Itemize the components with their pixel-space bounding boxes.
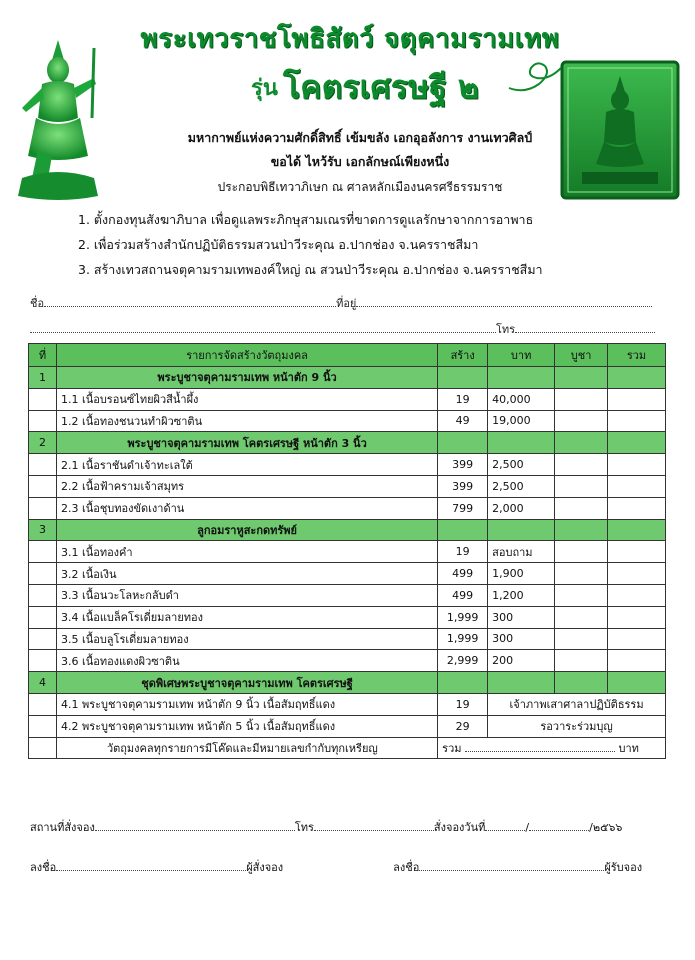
- empty-cell: [438, 519, 488, 541]
- empty-cell: [29, 584, 57, 606]
- address-line-2-field[interactable]: [30, 322, 496, 333]
- item-name: 3.6 เนื้อทองแดงผิวซาติน: [56, 650, 437, 672]
- row-total-field[interactable]: [608, 606, 666, 628]
- row-total-field[interactable]: [608, 584, 666, 606]
- bucha-qty-field[interactable]: [555, 584, 608, 606]
- item-price: 1,200: [488, 584, 555, 606]
- empty-cell: [555, 367, 608, 389]
- name-address-row: [30, 294, 652, 312]
- section-row: [29, 672, 666, 694]
- page-title: พระเทวราชโพธิสัตว์ จตุคามรามเทพ: [140, 24, 560, 54]
- section-title: ชุดพิเศษพระบูชาจตุคามรามเทพ โคตรเศรษฐี: [56, 672, 437, 694]
- bucha-qty-field[interactable]: [555, 454, 608, 476]
- bucha-qty-field[interactable]: [555, 497, 608, 519]
- address-label: ที่อยู่: [336, 297, 357, 310]
- item-name: 3.1 เนื้อทองคำ: [56, 541, 437, 563]
- sign-orderer-label: ลงชื่อ: [30, 861, 57, 874]
- decorative-swirl-icon: [505, 58, 565, 102]
- subtitle-line-1: มหากาพย์แห่งความศักดิ์สิทธิ์ เข้มขลัง เอกอุอลังการ งานเทวศิลป์: [187, 130, 533, 145]
- table-row: [29, 410, 666, 432]
- empty-cell: [438, 432, 488, 454]
- section-number: 4: [29, 672, 57, 694]
- empty-cell: [29, 693, 57, 715]
- table-footer-row: [29, 737, 666, 759]
- section-number: 3: [29, 519, 57, 541]
- item-price: 1,900: [488, 563, 555, 585]
- item-name: 3.5 เนื้อบลูโรเดี่ยมลายทอง: [56, 628, 437, 650]
- item-quantity: 19: [438, 693, 488, 715]
- order-place-field[interactable]: [95, 820, 295, 831]
- item-price: 19,000: [488, 410, 555, 432]
- signature-row: [30, 858, 642, 876]
- item-quantity: 19: [438, 541, 488, 563]
- empty-cell: [29, 563, 57, 585]
- table-row: [29, 563, 666, 585]
- orderer-signature-field[interactable]: [56, 860, 246, 871]
- item-price: 2,500: [488, 454, 555, 476]
- empty-cell: [29, 410, 57, 432]
- row-total-field[interactable]: [608, 563, 666, 585]
- purpose-item: 2. เพื่อร่วมสร้างสำนักปฏิบัติธรรมสวนป่าวีระคุณ อ.ปากช่อง จ.นครราชสีมา: [78, 237, 479, 252]
- table-row: [29, 454, 666, 476]
- receiver-label: ผู้รับจอง: [604, 861, 643, 874]
- col-header: ที่: [29, 344, 57, 367]
- item-quantity: 499: [438, 563, 488, 585]
- item-quantity: 19: [438, 388, 488, 410]
- total-cell: [438, 737, 666, 759]
- empty-cell: [29, 650, 57, 672]
- table-row: [29, 715, 666, 737]
- series-prefix: รุ่น: [251, 75, 278, 101]
- section-row: [29, 432, 666, 454]
- phone-row: [30, 320, 655, 338]
- empty-cell: [29, 497, 57, 519]
- item-price: 2,000: [488, 497, 555, 519]
- col-header: รวม: [608, 344, 666, 367]
- bucha-qty-field[interactable]: [555, 388, 608, 410]
- ceremony-text: ประกอบพิธีเทวาภิเษก ณ ศาลหลักเมืองนครศรีธรรมราช: [217, 180, 503, 194]
- bucha-qty-field[interactable]: [555, 410, 608, 432]
- item-quantity: 399: [438, 475, 488, 497]
- baht-label: บาท: [618, 741, 639, 755]
- item-quantity: 799: [438, 497, 488, 519]
- item-quantity: 29: [438, 715, 488, 737]
- item-price: 200: [488, 650, 555, 672]
- row-total-field[interactable]: [608, 541, 666, 563]
- empty-cell: [608, 672, 666, 694]
- item-name: 3.4 เนื้อแบล็คโรเดี่ยมลายทอง: [56, 606, 437, 628]
- col-header: รายการจัดสร้างวัตถุมงคล: [56, 344, 437, 367]
- item-quantity: 49: [438, 410, 488, 432]
- item-quantity: 399: [438, 454, 488, 476]
- deity-statue-image: [8, 38, 108, 207]
- name-field[interactable]: [44, 296, 336, 307]
- series-title: [200, 62, 530, 113]
- total-label: รวม: [442, 741, 462, 755]
- empty-cell: [608, 367, 666, 389]
- table-row: [29, 606, 666, 628]
- empty-cell: [555, 672, 608, 694]
- subtitle-line-2: ขอได้ ไหว้รับ เอกลักษณ์เพียงหนึ่ง: [270, 154, 450, 169]
- empty-cell: [608, 519, 666, 541]
- footer-phone-field[interactable]: [314, 820, 434, 831]
- table-header-row: [29, 344, 666, 367]
- section-title: พระบูชาจตุคามรามเทพ หน้าตัก 9 นิ้ว: [56, 367, 437, 389]
- order-day-field[interactable]: [485, 820, 525, 831]
- col-header: สร้าง: [438, 344, 488, 367]
- name-label: ชื่อ: [30, 297, 45, 310]
- row-total-field[interactable]: [608, 410, 666, 432]
- row-total-field[interactable]: [608, 650, 666, 672]
- order-year: /๒๕๖๖: [589, 821, 623, 834]
- empty-cell: [29, 715, 57, 737]
- item-price: 40,000: [488, 388, 555, 410]
- table-row: [29, 628, 666, 650]
- row-total-field[interactable]: [608, 497, 666, 519]
- section-title: ลูกอมราหูสะกดทรัพย์: [56, 519, 437, 541]
- item-name: 4.2 พระบูชาจตุคามรามเทพ หน้าตัก 5 นิ้ว เนื้อสัมฤทธิ์แดง: [56, 715, 437, 737]
- sign-receiver-label: ลงชื่อ: [393, 861, 420, 874]
- item-price: รอวาระร่วมบุญ: [488, 715, 666, 737]
- order-month-field[interactable]: [529, 820, 589, 831]
- order-table: [28, 343, 666, 759]
- footer-phone-label: โทร: [294, 821, 314, 834]
- empty-cell: [608, 432, 666, 454]
- series-name: โคตรเศรษฐี ๒: [282, 68, 479, 106]
- item-name: 4.1 พระบูชาจตุคามรามเทพ หน้าตัก 9 นิ้ว เนื้อสัมฤทธิ์แดง: [56, 693, 437, 715]
- item-name: 2.1 เนื้อราชันดำเจ้าทะเลใต้: [56, 454, 437, 476]
- empty-cell: [29, 475, 57, 497]
- row-total-field[interactable]: [608, 628, 666, 650]
- empty-cell: [488, 367, 555, 389]
- item-name: 3.2 เนื้อเงิน: [56, 563, 437, 585]
- table-row: [29, 475, 666, 497]
- phone-label: โทร: [496, 323, 516, 336]
- col-header: บาท: [488, 344, 555, 367]
- empty-cell: [555, 432, 608, 454]
- item-quantity: 2,999: [438, 650, 488, 672]
- bucha-qty-field[interactable]: [555, 606, 608, 628]
- section-number: 2: [29, 432, 57, 454]
- phone-field[interactable]: [515, 322, 655, 333]
- empty-cell: [488, 519, 555, 541]
- empty-cell: [488, 432, 555, 454]
- bucha-qty-field[interactable]: [555, 628, 608, 650]
- empty-cell: [29, 606, 57, 628]
- col-header: บูชา: [555, 344, 608, 367]
- bucha-qty-field[interactable]: [555, 650, 608, 672]
- footer-note: วัตถุมงคลทุกรายการมีโค๊ดและมีหมายเลขกำกับทุกเหรียญ: [56, 737, 437, 759]
- table-row: [29, 584, 666, 606]
- item-name: 1.2 เนื้อทองชนวนทำผิวซาติน: [56, 410, 437, 432]
- empty-cell: [438, 672, 488, 694]
- section-row: [29, 519, 666, 541]
- section-title: พระบูชาจตุคามรามเทพ โคตรเศรษฐี หน้าตัก 3 นิ้ว: [56, 432, 437, 454]
- empty-cell: [29, 388, 57, 410]
- table-row: [29, 497, 666, 519]
- section-row: [29, 367, 666, 389]
- empty-cell: [555, 519, 608, 541]
- order-place-row: สถานที่สั่งจอง โทร สั่งจองวันที่ / /๒๕๖๖: [30, 821, 623, 834]
- row-total-field[interactable]: [608, 388, 666, 410]
- order-place-label: สถานที่สั่งจอง: [30, 821, 95, 834]
- bucha-qty-field[interactable]: [555, 475, 608, 497]
- row-total-field[interactable]: [608, 454, 666, 476]
- item-name: 1.1 เนื้อบรอนซ์ไทยผิวสีน้ำผึ้ง: [56, 388, 437, 410]
- empty-cell: [29, 454, 57, 476]
- item-name: 2.3 เนื้อชุบทองขัดเงาด้าน: [56, 497, 437, 519]
- item-quantity: 1,999: [438, 606, 488, 628]
- item-name: 2.2 เนื้อฟ้าครามเจ้าสมุทร: [56, 475, 437, 497]
- bucha-qty-field[interactable]: [555, 563, 608, 585]
- item-price: สอบถาม: [488, 541, 555, 563]
- item-quantity: 499: [438, 584, 488, 606]
- purpose-item: 1. ตั้งกองทุนสังฆาภิบาล เพื่อดูแลพระภิกษุสามเณรที่ขาดการดูแลรักษาจากการอาพาธ: [78, 212, 534, 227]
- total-field[interactable]: [465, 741, 615, 752]
- table-row: [29, 541, 666, 563]
- bucha-qty-field[interactable]: [555, 541, 608, 563]
- section-number: 1: [29, 367, 57, 389]
- item-price: เจ้าภาพเสาศาลาปฏิบัติธรรม: [488, 693, 666, 715]
- address-field[interactable]: [356, 296, 652, 307]
- empty-cell: [438, 367, 488, 389]
- item-price: 2,500: [488, 475, 555, 497]
- empty-cell: [488, 672, 555, 694]
- orderer-label: ผู้สั่งจอง: [246, 861, 284, 874]
- receiver-signature-field[interactable]: [419, 860, 604, 871]
- item-name: 3.3 เนื้อนวะโลหะกลับดำ: [56, 584, 437, 606]
- item-price: 300: [488, 606, 555, 628]
- purposes-list: [78, 207, 678, 282]
- table-row: [29, 388, 666, 410]
- table-row: [29, 650, 666, 672]
- purpose-item: 3. สร้างเทวสถานจตุคามรามเทพองค์ใหญ่ ณ สวนป่าวีระคุณ อ.ปากช่อง จ.นครราชสีมา: [78, 262, 543, 277]
- table-body: [29, 367, 666, 738]
- empty-cell: [29, 541, 57, 563]
- empty-cell: [29, 628, 57, 650]
- table-row: [29, 693, 666, 715]
- order-date-label: สั่งจองวันที่: [433, 821, 486, 834]
- item-price: 300: [488, 628, 555, 650]
- item-quantity: 1,999: [438, 628, 488, 650]
- row-total-field[interactable]: [608, 475, 666, 497]
